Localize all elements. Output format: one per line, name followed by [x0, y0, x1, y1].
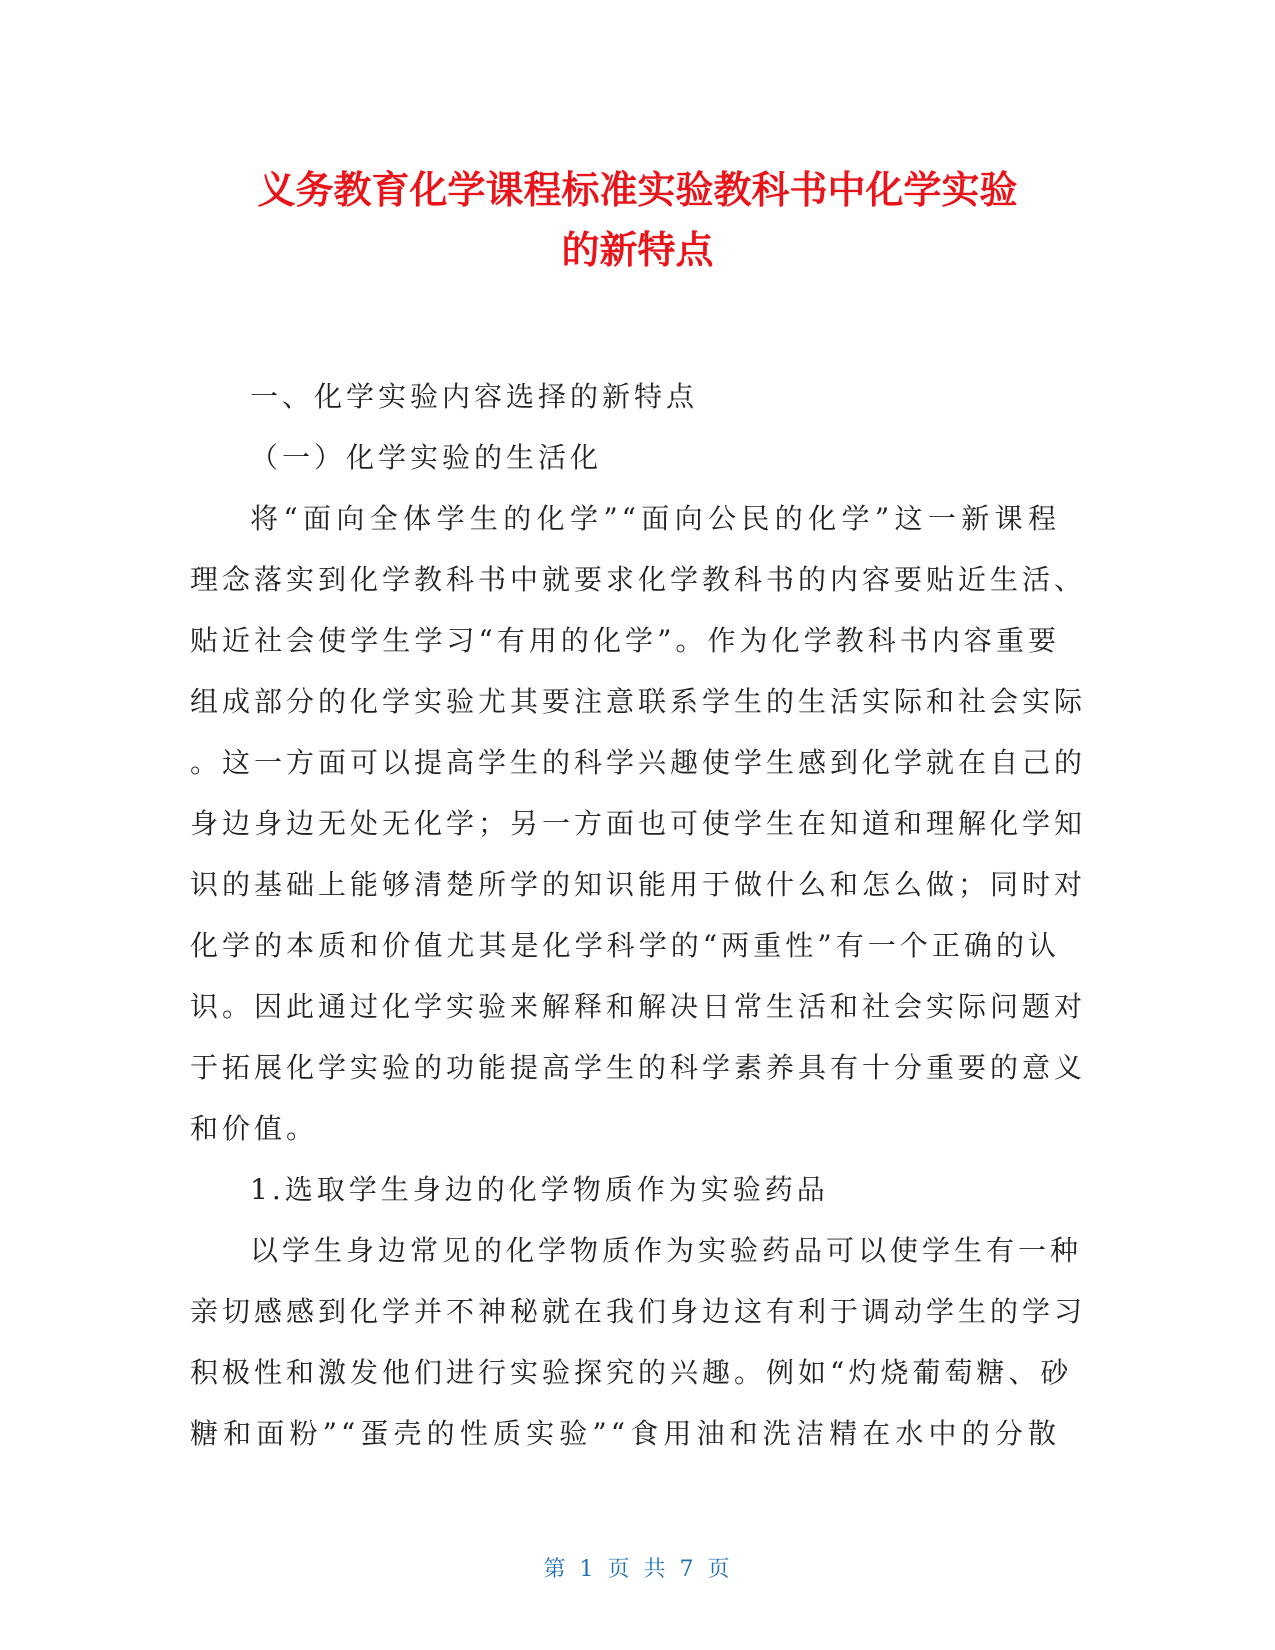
paragraph-line: 理念落实到化学教科书中就要求化学教科书的内容要贴近生活、	[190, 563, 1087, 596]
page-footer	[0, 1552, 1275, 1583]
paragraph-line: 亲切感感到化学并不神秘就在我们身边这有利于调动学生的学习	[190, 1295, 1087, 1328]
paragraph-line: 识的基础上能够清楚所学的知识能用于做什么和怎么做；同时对	[190, 868, 1087, 901]
paragraph-line: 以学生身边常见的化学物质作为实验药品可以使学生有一种	[250, 1234, 1083, 1267]
footer-total-pages: 7	[679, 1557, 696, 1582]
paragraph-line: 识。因此通过化学实验来解释和解决日常生活和社会实际问题对	[190, 990, 1087, 1023]
paragraph-line: 组成部分的化学实验尤其要注意联系学生的生活实际和社会实际	[190, 685, 1087, 718]
footer-prefix: 第	[543, 1557, 568, 1582]
footer-suffix: 页	[707, 1557, 732, 1582]
paragraph-line: 于拓展化学实验的功能提高学生的科学素养具有十分重要的意义	[190, 1051, 1087, 1084]
paragraph-line: 积极性和激发他们进行实验探究的兴趣。例如“灼烧葡萄糖、砂	[190, 1356, 1073, 1389]
document-body	[190, 366, 1087, 1464]
item-heading: 1.选取学生身边的化学物质作为实验药品	[250, 1173, 829, 1206]
subsection-heading: （一）化学实验的生活化	[250, 441, 603, 474]
paragraph-line: 和价值。	[190, 1112, 319, 1145]
document-title-line2: 的新特点	[561, 228, 714, 272]
footer-page-label: 页	[607, 1557, 632, 1582]
paragraph-line: 贴近社会使学生学习“有用的化学”。作为化学教科书内容重要	[190, 624, 1060, 657]
paragraph-line: 身边身边无处无化学；另一方面也可使学生在知道和理解化学知	[190, 807, 1087, 840]
section-heading: 一、化学实验内容选择的新特点	[250, 380, 699, 413]
footer-total-prefix: 共	[643, 1557, 668, 1582]
document-title-line1: 义务教育化学课程标准实验教科书中化学实验	[257, 168, 1018, 212]
paragraph-line: 将“面向全体学生的化学”“面向公民的化学”这一新课程	[250, 502, 1060, 535]
paragraph-line: 糖和面粉”“蛋壳的性质实验”“食用油和洗洁精在水中的分散	[190, 1417, 1060, 1450]
paragraph-line: 。这一方面可以提高学生的科学兴趣使学生感到化学就在自己的	[190, 746, 1087, 779]
footer-page-number: 1	[579, 1557, 596, 1582]
paragraph-line: 化学的本质和价值尤其是化学科学的“两重性”有一个正确的认	[190, 929, 1060, 962]
